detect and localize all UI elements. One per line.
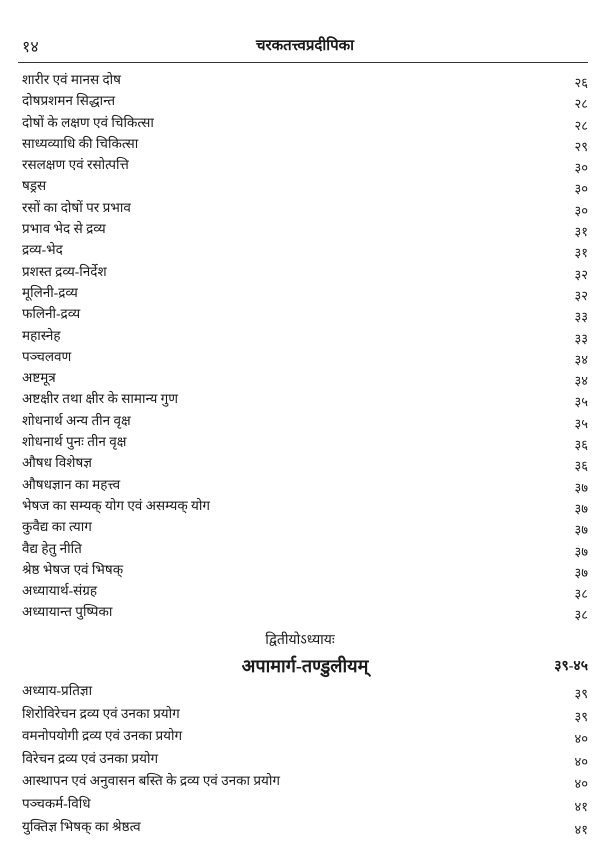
toc-entry [22,455,588,476]
toc-entry [22,328,588,349]
entry-page: ३५ [574,415,588,431]
chapter-title: अपामार्ग-तण्डुलीयम् [241,656,369,676]
toc-entry [22,728,588,751]
entry-page: ४० [574,731,588,747]
entry-title: साध्यव्याधि की चिकित्सा [22,135,139,151]
entry-page: २९ [574,138,588,154]
entry-title: आस्थापन एवं अनुवासन बस्ति के द्रव्य एवं उनका प्रयोग [22,773,280,789]
toc-entry [22,519,588,540]
entry-title: अध्याय-प्रतिज्ञा [22,683,93,698]
entry-page: ४१ [574,821,588,837]
toc-entry [22,115,588,136]
entry-title: अध्यायान्त पुष्पिका [22,604,113,620]
entry-title: कुवैद्य का त्याग [22,519,92,535]
toc-entry [22,541,588,562]
entry-page: ३१ [574,224,588,240]
entry-page: ३८ [574,607,588,623]
toc-entry [22,370,588,391]
entry-page: २८ [574,117,588,133]
toc-entry [22,751,588,774]
entry-page: ३४ [574,373,588,389]
entry-page: ३२ [574,266,588,282]
toc-entry [22,604,588,625]
entry-title: युक्तिज्ञ भिषक् का श्रेष्ठत्व [22,818,141,834]
toc-entry [22,773,588,796]
toc-entry [22,285,588,306]
entry-page: ३२ [574,287,588,303]
entry-title: रसलक्षण एवं रसोत्पत्ति [22,157,129,173]
toc-entry [22,413,588,434]
toc-entry [22,391,588,412]
entry-title: दोषों के लक्षण एवं चिकित्सा [22,114,154,130]
toc-entry [22,349,588,370]
entry-page: ३९ [574,708,588,724]
toc-entry [22,683,588,706]
entry-title: शारीर एवं मानस दोष [22,72,121,87]
toc-entry [22,242,588,263]
entry-page: ३७ [574,564,588,580]
entry-title: विरेचन द्रव्य एवं उनका प्रयोग [22,750,159,766]
entry-page: ४१ [574,798,588,814]
entry-page: ३१ [574,245,588,261]
entry-title: षड्रस [22,178,47,194]
entry-page: ३६ [574,458,588,474]
toc-entry [22,221,588,242]
entry-title: औषध विशेषज्ञ [22,455,92,471]
entry-title: प्रभाव भेद से द्रव्य [22,221,106,237]
entry-title: प्रशस्त द्रव्य-निर्देश [22,263,107,279]
entry-page: ४० [574,776,588,792]
entry-page: ३९ [574,686,588,701]
page-number: १४ [22,39,39,56]
entry-page: ३३ [574,309,588,325]
entry-page: २८ [574,96,588,112]
toc-entry [22,136,588,157]
entry-title: महास्नेह [22,327,61,343]
entry-page: ३७ [574,500,588,516]
entry-title: पञ्चकर्म-विधि [22,795,91,811]
entry-page: ४० [574,753,588,769]
toc-entry [22,706,588,729]
toc-entry [22,796,588,819]
entry-title: अष्टमूत्र [22,370,56,386]
entry-title: औषधज्ञान का महत्त्व [22,476,121,492]
entry-title: भेषज का सम्यक् योग एवं असम्यक् योग [22,497,210,513]
header-rule [18,62,588,63]
entry-page: ३७ [574,522,588,538]
toc-entry [22,819,588,842]
entry-page: ३० [574,160,588,176]
entry-page: ३० [574,202,588,218]
entry-page: ३८ [574,586,588,602]
toc-entry [22,93,588,114]
entry-title: श्रेष्ठ भेषज एवं भिषक् [22,561,124,577]
entry-title: पञ्चलवण [22,348,72,364]
entry-page: ३४ [574,351,588,367]
toc-entry [22,264,588,285]
entry-page: २६ [574,75,588,90]
entry-title: दोषप्रशमन सिद्धान्त [22,93,116,109]
toc-entry [22,562,588,583]
entry-title: फलिनी-द्रव्य [22,306,81,322]
entry-page: ३७ [574,543,588,559]
entry-title: द्रव्य-भेद [22,242,63,258]
chapter-label: द्वितीयोऽध्यायः [265,633,335,648]
chapter-page-range: ३९-४५ [554,659,588,674]
entry-title: शोधनार्थ पुनः तीन वृक्ष [22,434,127,450]
toc-entry [22,306,588,327]
entry-title: वमनोपयोगी द्रव्य एवं उनका प्रयोग [22,728,183,744]
entry-title: अष्टक्षीर तथा क्षीर के सामान्य गुण [22,391,179,407]
entry-page: ३६ [574,437,588,453]
entry-title: रसों का दोषों पर प्रभाव [22,199,131,215]
toc-entry [22,498,588,519]
entry-title: वैद्य हेतु नीति [22,540,82,556]
toc-entry [22,72,588,93]
entry-title: मूलिनी-द्रव्य [22,284,78,300]
entry-page: ३३ [574,330,588,346]
book-title: चरकतत्त्वप्रदीपिका [255,38,355,54]
toc-entry [22,434,588,455]
toc-entry [22,200,588,221]
toc-entry [22,583,588,604]
entry-title: अध्यायार्थ-संग्रह [22,583,98,599]
running-header [22,35,588,59]
entry-title: शोधनार्थ अन्य तीन वृक्ष [22,412,131,428]
entry-page: ३५ [574,394,588,410]
toc-entry [22,157,588,178]
toc-entry [22,477,588,498]
chapter-contents-list [22,683,588,841]
entry-page: ३७ [574,479,588,495]
entry-page: ३० [574,181,588,197]
chapter-heading [22,655,588,679]
toc-entry [22,178,588,199]
entry-title: शिरोविरेचन द्रव्य एवं उनका प्रयोग [22,705,180,721]
contents-list [22,72,588,626]
